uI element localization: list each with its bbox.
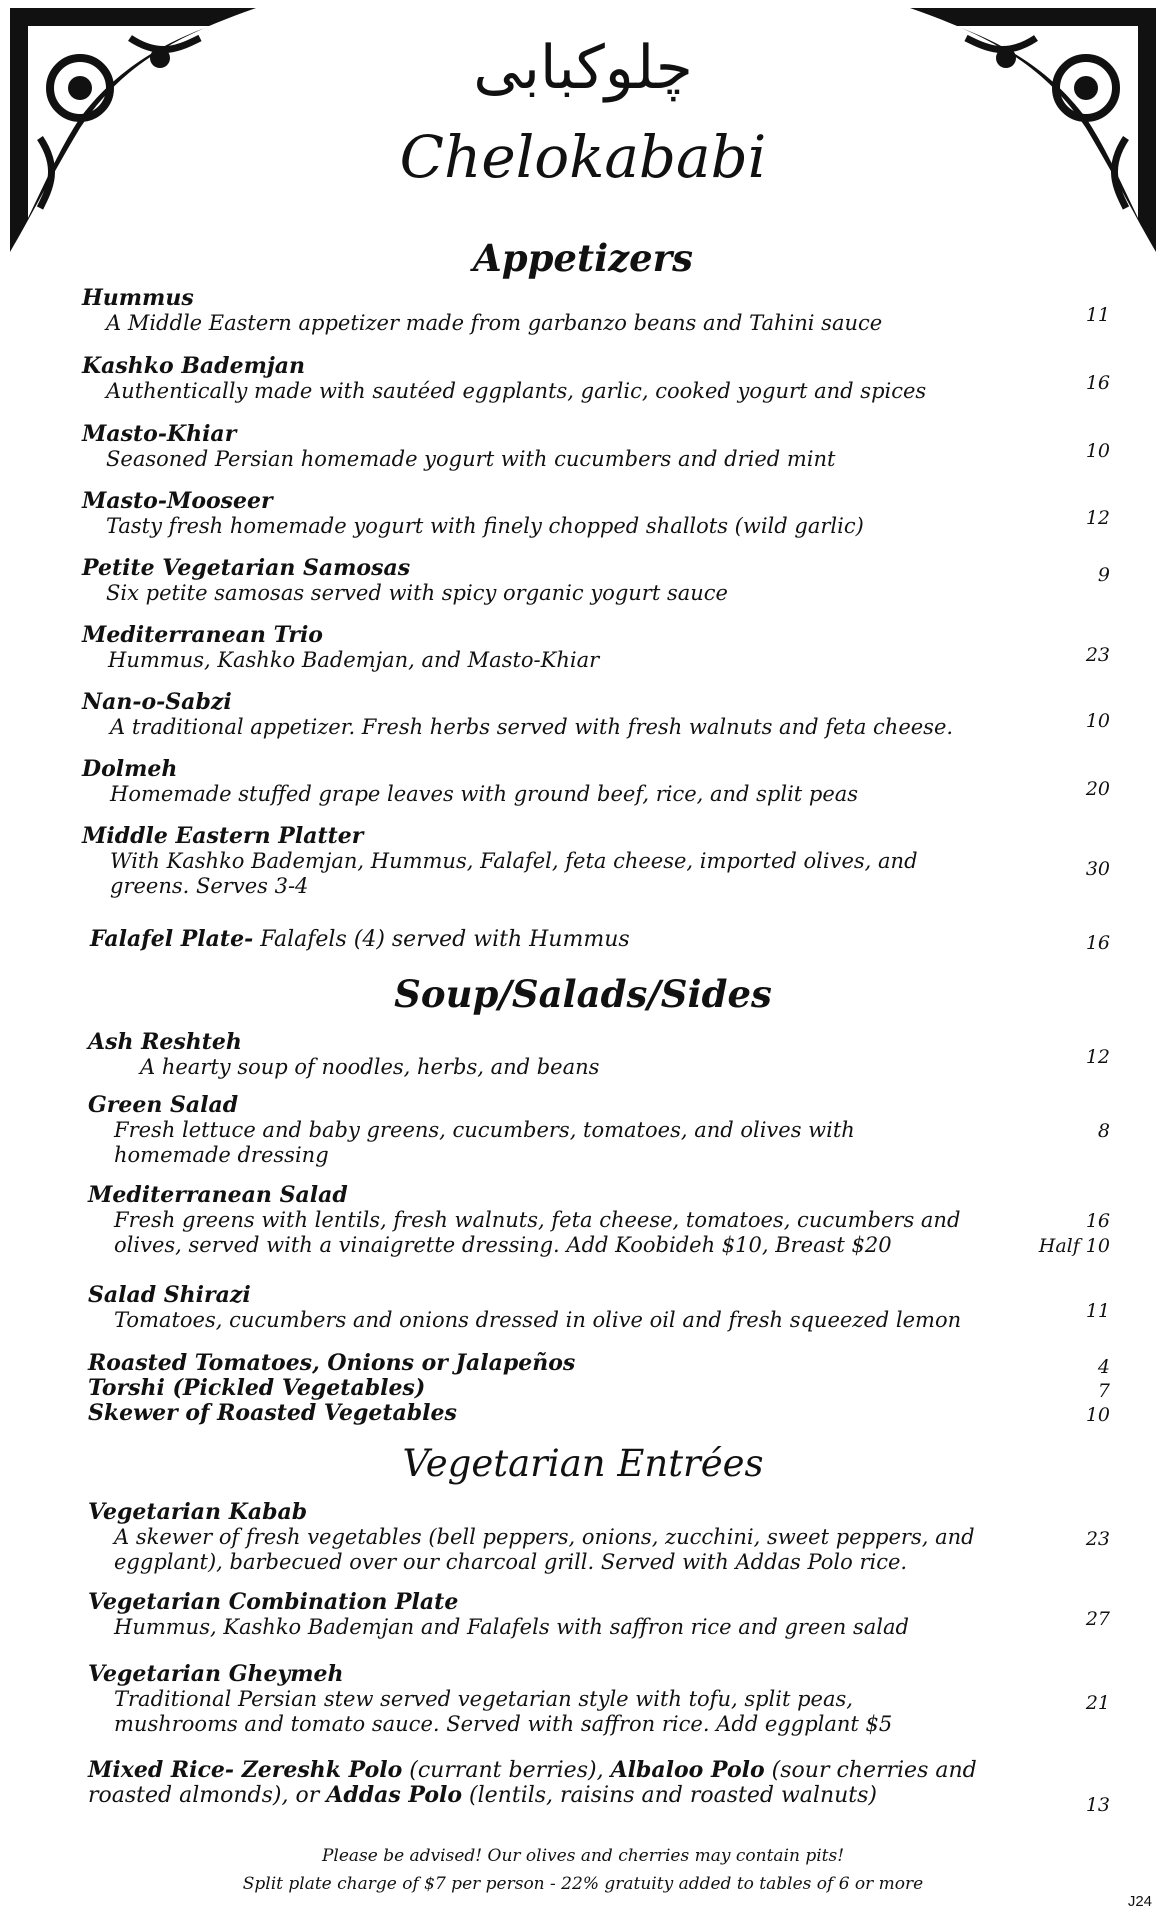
item-price: 4 bbox=[1097, 1356, 1110, 1378]
item-description: A traditional appetizer. Fresh herbs served with fresh walnuts and feta cheese. bbox=[110, 715, 954, 739]
item-description: Falafels (4) served with Hummus bbox=[260, 927, 630, 952]
item-name: Kashko Bademjan bbox=[82, 353, 306, 379]
item-name: Hummus bbox=[82, 285, 194, 311]
menu-item bbox=[88, 1030, 1008, 1080]
item-price: 10 bbox=[1085, 440, 1110, 462]
menu-item bbox=[88, 1662, 1008, 1737]
item-name: Green Salad bbox=[88, 1092, 239, 1118]
item-name: Masto-Mooseer bbox=[82, 488, 273, 514]
item-price: 16 bbox=[1085, 1210, 1110, 1232]
item-price: 16 bbox=[1085, 372, 1110, 394]
item-description: Hummus, Kashko Bademjan, and Masto-Khiar bbox=[108, 648, 600, 672]
item-price: 7 bbox=[1097, 1380, 1110, 1402]
item-price: 27 bbox=[1085, 1608, 1110, 1630]
connector-text: or bbox=[295, 1783, 320, 1808]
item-price: 23 bbox=[1085, 1528, 1110, 1550]
item-description: (currant berries), bbox=[409, 1758, 604, 1783]
item-price: 21 bbox=[1085, 1692, 1110, 1714]
item-name: Vegetarian Gheymeh bbox=[88, 1661, 344, 1687]
item-price: 10 bbox=[1085, 710, 1110, 732]
item-name: Vegetarian Kabab bbox=[88, 1499, 308, 1525]
item-description: Tomatoes, cucumbers and onions dressed in olive oil and fresh squeezed lemon bbox=[114, 1308, 962, 1332]
menu-item bbox=[82, 690, 1022, 740]
menu-item bbox=[88, 1283, 1028, 1333]
item-description: Authentically made with sautéed eggplants, garlic, cooked yogurt and spices bbox=[106, 379, 927, 403]
item-price: 12 bbox=[1085, 507, 1110, 529]
item-description: With Kashko Bademjan, Hummus, Falafel, feta cheese, imported olives, and greens. Serves 3-4 bbox=[110, 849, 918, 898]
item-name: Salad Shirazi bbox=[88, 1282, 251, 1308]
menu-item bbox=[88, 1500, 1008, 1575]
menu-code: J24 bbox=[1127, 1893, 1152, 1910]
menu-item bbox=[88, 1093, 1008, 1168]
menu-item bbox=[82, 354, 1002, 404]
menu-item bbox=[82, 757, 1002, 807]
item-description: Six petite samosas served with spicy organic yogurt sauce bbox=[106, 581, 728, 605]
item-name: Nan-o-Sabzi bbox=[82, 689, 232, 715]
item-description: Homemade stuffed grape leaves with ground beef, rice, and split peas bbox=[110, 782, 859, 806]
menu-item bbox=[88, 1183, 1008, 1258]
item-price: 11 bbox=[1085, 1300, 1110, 1322]
item-name: Dolmeh bbox=[82, 756, 178, 782]
item-description: A hearty soup of noodles, herbs, and beans bbox=[140, 1055, 600, 1079]
item-half-price: Half 10 bbox=[1038, 1235, 1110, 1257]
section-title-soups: Soup/Salads/Sides bbox=[394, 972, 772, 1016]
item-price: 11 bbox=[1085, 304, 1110, 326]
item-price: 16 bbox=[1085, 932, 1110, 954]
item-name: Masto-Khiar bbox=[82, 421, 237, 447]
side-item: Torshi (Pickled Vegetables) bbox=[88, 1375, 426, 1401]
menu-item bbox=[82, 489, 1002, 539]
item-description: A Middle Eastern appetizer made from garbanzo beans and Tahini sauce bbox=[106, 311, 883, 335]
menu-item-falafel bbox=[90, 926, 630, 952]
item-name: Mediterranean Salad bbox=[88, 1182, 348, 1208]
item-description: Fresh lettuce and baby greens, cucumbers, tomatoes, and olives with homemade dressing bbox=[114, 1118, 855, 1167]
item-price: 8 bbox=[1097, 1120, 1110, 1142]
logo-script: چلوکبابی bbox=[473, 33, 693, 103]
item-description: Tasty fresh homemade yogurt with finely chopped shallots (wild garlic) bbox=[106, 514, 864, 538]
item-description: (sour cherries and roasted almonds), bbox=[88, 1758, 977, 1808]
section-title-appetizers: Appetizers bbox=[472, 236, 693, 280]
item-name: Vegetarian Combination Plate bbox=[88, 1589, 459, 1615]
item-description: (lentils, raisins and roasted walnuts) bbox=[469, 1783, 877, 1808]
item-name: Falafel Plate- bbox=[90, 926, 254, 952]
item-price: 12 bbox=[1085, 1046, 1110, 1068]
item-description: A skewer of fresh vegetables (bell peppers, onions, zucchini, sweet peppers, and eggplant), barbecued over our charcoal grill. Served with Addas Polo rice. bbox=[114, 1525, 975, 1574]
menu-item bbox=[82, 556, 1002, 606]
menu-item-mixed-rice bbox=[88, 1758, 1008, 1808]
item-name: Addas Polo bbox=[326, 1782, 463, 1808]
menu-item bbox=[82, 824, 1002, 899]
item-price: 30 bbox=[1085, 858, 1110, 880]
item-name: Petite Vegetarian Samosas bbox=[82, 555, 411, 581]
section-title-vegetarian: Vegetarian Entrées bbox=[402, 1442, 764, 1485]
footer-notice-charges: Split plate charge of $7 per person - 22% gratuity added to tables of 6 or more bbox=[242, 1874, 924, 1894]
menu-item bbox=[88, 1590, 1008, 1640]
item-name: Ash Reshteh bbox=[88, 1029, 242, 1055]
side-item: Skewer of Roasted Vegetables bbox=[88, 1400, 457, 1426]
item-description: Traditional Persian stew served vegetarian style with tofu, split peas, mushrooms and tomato sauce. Served with saffron rice. Add eggplant $5 bbox=[114, 1687, 893, 1736]
footer-notice-pits: Please be advised! Our olives and cherries may contain pits! bbox=[321, 1846, 845, 1866]
item-description: Seasoned Persian homemade yogurt with cucumbers and dried mint bbox=[106, 447, 836, 471]
item-name: Mixed Rice- Zereshk Polo bbox=[88, 1757, 403, 1783]
menu-item bbox=[82, 286, 1002, 336]
side-item: Roasted Tomatoes, Onions or Jalapeños bbox=[88, 1350, 576, 1376]
menu-item bbox=[82, 623, 1002, 673]
item-price: 23 bbox=[1085, 644, 1110, 666]
item-price: 9 bbox=[1097, 564, 1110, 586]
menu-item bbox=[82, 422, 1002, 472]
item-name: Albaloo Polo bbox=[610, 1757, 765, 1783]
item-price: 10 bbox=[1085, 1404, 1110, 1426]
item-description: Fresh greens with lentils, fresh walnuts, feta cheese, tomatoes, cucumbers and olives, served with a vinaigrette dressing. Add Koobideh $10, Breast $20 bbox=[114, 1208, 961, 1257]
item-price: 20 bbox=[1085, 778, 1110, 800]
item-name: Mediterranean Trio bbox=[82, 622, 323, 648]
item-price: 13 bbox=[1085, 1794, 1110, 1816]
item-description: Hummus, Kashko Bademjan and Falafels with saffron rice and green salad bbox=[114, 1615, 909, 1639]
restaurant-name: Chelokababi bbox=[399, 123, 767, 191]
item-name: Middle Eastern Platter bbox=[82, 823, 364, 849]
